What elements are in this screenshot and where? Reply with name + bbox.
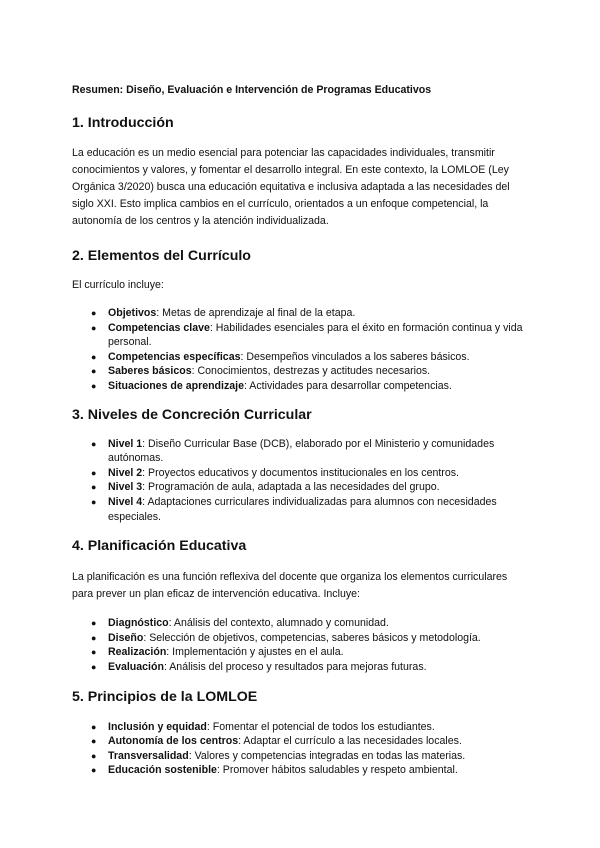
bullet-icon: ● (91, 482, 97, 493)
list-item (91, 720, 528, 735)
list-item-term: Diseño (108, 631, 144, 644)
list-item-description: : Habilidades esenciales para el éxito en formación continua y vida personal. (108, 321, 523, 349)
list-item-term: Diagnóstico (108, 617, 169, 630)
list-item-term: Nivel 2 (108, 466, 143, 479)
list-item-term: Inclusión y equidad (108, 720, 207, 733)
bullet-icon: ● (91, 736, 97, 747)
list-item-term: Saberes básicos (108, 365, 192, 378)
bullet-list-principios (72, 720, 528, 778)
bullet-icon: ● (91, 496, 97, 507)
list-item-description: : Implementación y ajustes en el aula. (166, 646, 344, 659)
bullet-icon: ● (91, 661, 97, 672)
bullet-icon: ● (91, 351, 97, 362)
list-item-description: : Desempeños vinculados a los saberes básicos. (240, 350, 470, 363)
list-item-description: : Selección de objetivos, competencias, saberes básicos y metodología. (143, 631, 481, 644)
list-item-description: : Adaptar el currículo a las necesidades locales. (238, 735, 462, 748)
bullet-icon: ● (91, 632, 97, 643)
list-item-term: Realización (108, 646, 167, 659)
list-item-term: Objetivos (108, 307, 157, 319)
list-item (91, 763, 528, 778)
list-item-term: Evaluación (108, 660, 164, 673)
list-item-term: Competencias clave (108, 321, 210, 334)
bullet-icon: ● (91, 366, 97, 377)
list-item-description: : Análisis del proceso y resultados para mejoras futuras. (163, 660, 427, 673)
list-item-term: Transversalidad (108, 749, 189, 762)
list-item-term: Situaciones de aprendizaje (108, 379, 244, 392)
section-paragraph-planificacion: La planificación es una función reflexiva del docente que organiza los elementos curriculares para prever un plan eficaz de intervención educativa. Incluye: (72, 571, 508, 601)
list-item-term: Nivel 3 (108, 481, 143, 494)
list-item (91, 480, 528, 495)
bullet-icon: ● (91, 618, 97, 629)
bullet-list-niveles (72, 437, 528, 525)
bullet-icon: ● (91, 438, 97, 449)
list-item-term: Nivel 1 (108, 437, 143, 450)
list-item (91, 321, 528, 350)
bullet-icon: ● (91, 647, 97, 658)
list-item-description: : Conocimientos, destrezas y actitudes necesarios. (191, 365, 431, 378)
section-heading-niveles-concrecion: 3. Niveles de Concreción Curricular (72, 406, 312, 423)
section-paragraph-introduccion: La educación es un medio esencial para potenciar las capacidades individuales, transmitir conocimientos y valores, y fomentar el desarrollo integral. En este contexto, la LOMLOE (Ley Orgánica 3/2020) busca una educación equitativa e inclusiva adaptada a las necesidades del siglo XXI. Esto implica cambios en el currículo, orientados a un enfoque competencial, la autonomía de los centros y la atención individualizada. (72, 147, 510, 227)
list-item-description: : Programación de aula, adaptada a las necesidades del grupo. (142, 481, 440, 494)
list-item (91, 660, 528, 675)
section-heading-elementos-curriculo: 2. Elementos del Currículo (72, 248, 251, 264)
list-item-term: Autonomía de los centros (108, 735, 239, 748)
list-item-term: Competencias específicas (108, 350, 241, 363)
section-heading-introduccion: 1. Introducción (72, 115, 174, 131)
bullet-list-planificacion (72, 616, 528, 674)
bullet-icon: ● (91, 380, 97, 391)
list-item (91, 306, 528, 321)
list-item (91, 379, 528, 394)
bullet-icon: ● (91, 765, 97, 776)
section-heading-planificacion: 4. Planificación Educativa (72, 538, 247, 555)
document-title: Resumen: Diseño, Evaluación e Intervención de Programas Educativos (72, 84, 432, 96)
bullet-icon: ● (91, 467, 97, 478)
list-item (91, 437, 528, 466)
list-item-description: : Adaptaciones curriculares individualizadas para alumnos con necesidades especiales. (108, 495, 497, 523)
list-item (91, 631, 528, 646)
list-item (91, 645, 528, 660)
list-item (91, 364, 528, 379)
list-item-term: Nivel 4 (108, 495, 143, 508)
list-item-description: : Actividades para desarrollar competencias. (244, 379, 452, 392)
bullet-icon: ● (91, 721, 97, 732)
list-item (91, 734, 528, 749)
bullet-icon: ● (91, 308, 97, 318)
bullet-list-elementos (72, 306, 528, 394)
section-heading-principios-lomloe: 5. Principios de la LOMLOE (72, 688, 258, 705)
bullet-icon: ● (91, 322, 97, 333)
list-item-description: : Valores y competencias integradas en todas las materias. (188, 749, 466, 762)
list-item-term: Educación sostenible (108, 764, 217, 777)
list-item-description: : Diseño Curricular Base (DCB), elaborado por el Ministerio y comunidades autónomas. (108, 437, 495, 465)
list-item-description: : Análisis del contexto, alumnado y comunidad. (168, 617, 389, 630)
list-item-description: : Proyectos educativos y documentos institucionales en los centros. (142, 466, 459, 479)
list-item (91, 616, 528, 631)
list-item-description: : Fomentar el potencial de todos los estudiantes. (206, 720, 435, 733)
section-paragraph-elementos-curriculo: El currículo incluye: (72, 279, 164, 291)
list-item-description: : Metas de aprendizaje al final de la etapa. (156, 307, 356, 319)
list-item-description: : Promover hábitos saludables y respeto ambiental. (216, 764, 458, 777)
list-item (91, 749, 528, 764)
list-item (91, 350, 528, 365)
list-item (91, 466, 528, 481)
bullet-icon: ● (91, 750, 97, 761)
list-item (91, 495, 528, 524)
